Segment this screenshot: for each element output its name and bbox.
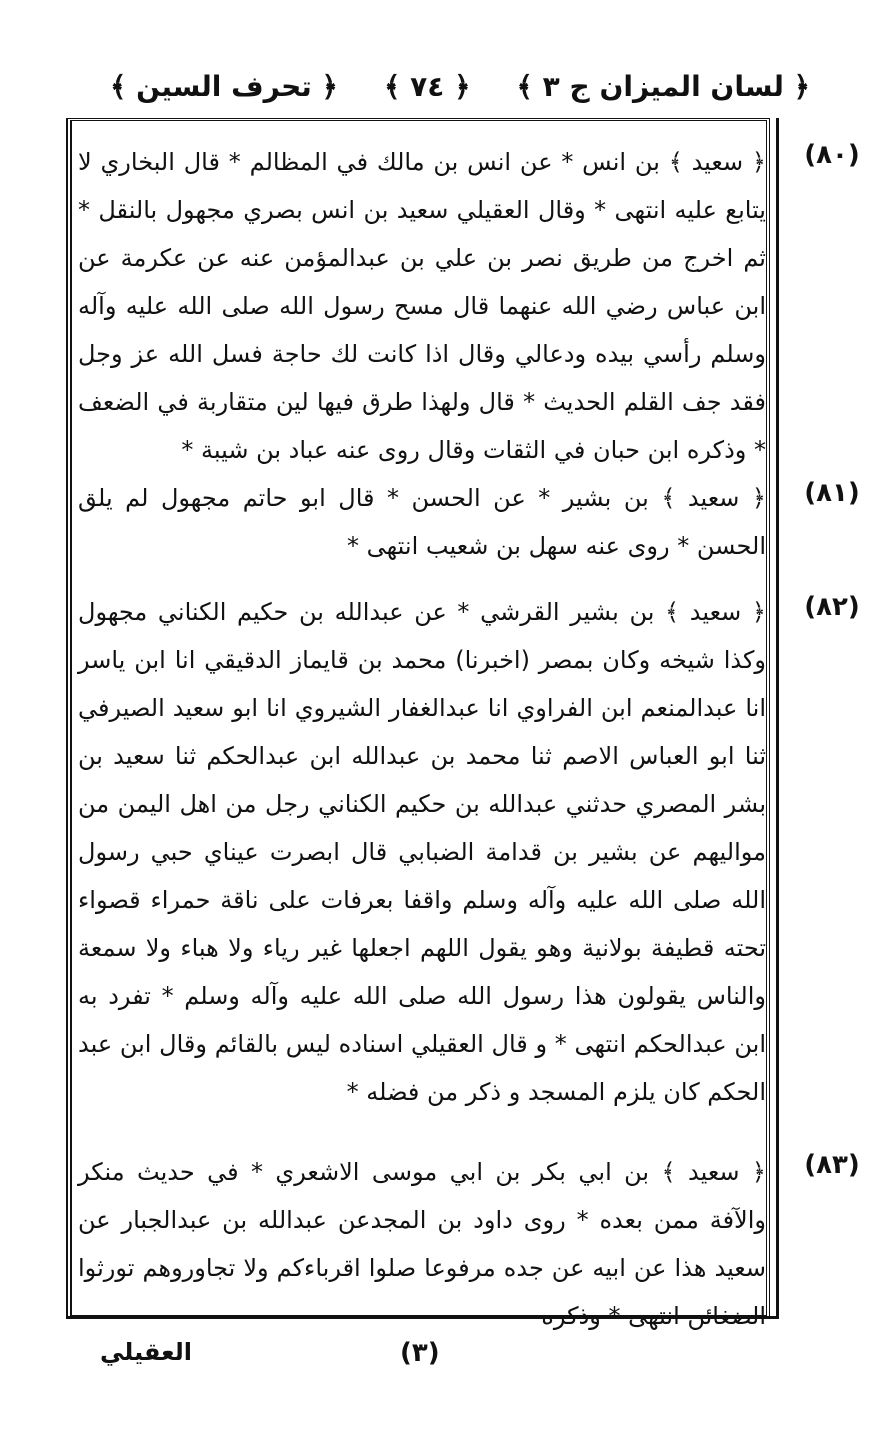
signature-marker: (٣) (400, 1338, 440, 1368)
entry-number-83: (٨٣) (804, 1150, 860, 1180)
catchword: العقيلي (100, 1338, 192, 1366)
entry-text: ﴿ سعيد ﴾ بن انس * عن انس بن مالك في المظالم * قال البخاري لا يتابع عليه انتهى * وقال العقيلي سعيد بن انس بصري مجهول بالنقل * ثم اخرج من طريق نصر بن علي بن عبدالمؤمن عنه عن عكرمة عن ابن عباس رضي الله عنهما قال مسح رسول الله صلى الله عليه وآله وسلم رأسي بيده ودعالي وقال اذا كانت لك حاجة فسل الله عز وجل فقد جف القلم الحديث * قال ولهذا طرق فيها لين متقاربة في الضعف * وذكره ابن حبان في الثقات وقال روى عنه عباد بن شيبة * (78, 148, 766, 464)
entry-80 (78, 138, 766, 474)
header-book-title: ﴿ لسان الميزان ج ٣ ﴾ (516, 69, 810, 103)
header-section-title: ﴿ تحرف السين ﴾ (110, 69, 338, 103)
entry-text: ﴿ سعيد ﴾ بن بشير القرشي * عن عبدالله بن حكيم الكناني مجهول وكذا شيخه وكان بمصر (اخبرنا) محمد بن قايماز الدقيقي انا ابن ياسر انا عبدالمنعم ابن الفراوي انا عبدالغفار الشيروي انا ابو سعيد الصيرفي ثنا ابو العباس الاصم ثنا محمد بن عبدالله ابن عبدالحكم ثنا سعيد بن بشر المصري حدثني عبدالله بن حكيم الكناني رجل من اهل اليمن من مواليهم عن بشير بن قدامة الضبابي قال ابصرت عيناي حبي رسول الله صلى الله عليه وآله وسلم واقفا بعرفات على ناقة حمراء قصواء تحته قطيفة بولانية وهو يقول اللهم اجعلها غير رياء ولا هباء ولا سمعة والناس يقولون هذا رسول الله صلى الله عليه وآله وسلم * تفرد به ابن عبدالحكم انتهى * و قال العقيلي اسناده ليس بالقائم وقال ابن عبد الحكم كان يلزم المسجد و ذكر من فضله * (78, 598, 766, 1106)
entry-number-80: (٨٠) (804, 140, 860, 170)
entry-text: ﴿ سعيد ﴾ بن بشير * عن الحسن * قال ابو حاتم مجهول لم يلق الحسن * روى عنه سهل بن شعيب انتهى * (78, 484, 766, 560)
header-page-number: ﴿ ٧٤ ﴾ (383, 69, 471, 103)
entry-number-82: (٨٢) (804, 592, 860, 622)
main-text (78, 138, 766, 1330)
entry-number-81: (٨١) (804, 478, 860, 508)
entry-81 (78, 474, 766, 588)
entry-82 (78, 588, 766, 1148)
page-header (110, 56, 810, 116)
entry-text: ﴿ سعيد ﴾ بن ابي بكر بن ابي موسى الاشعري * في حديث منكر والآفة ممن بعده * روى داود بن المجدعن عبدالله بن عبدالجبار عن سعيد هذا عن ابيه عن جده مرفوعا صلوا اقرباءكم ولا تجاوروهم تورثوا الضغائن انتهى * وذكره (78, 1158, 766, 1330)
margin-rule (776, 118, 779, 1318)
entry-83 (78, 1148, 766, 1340)
